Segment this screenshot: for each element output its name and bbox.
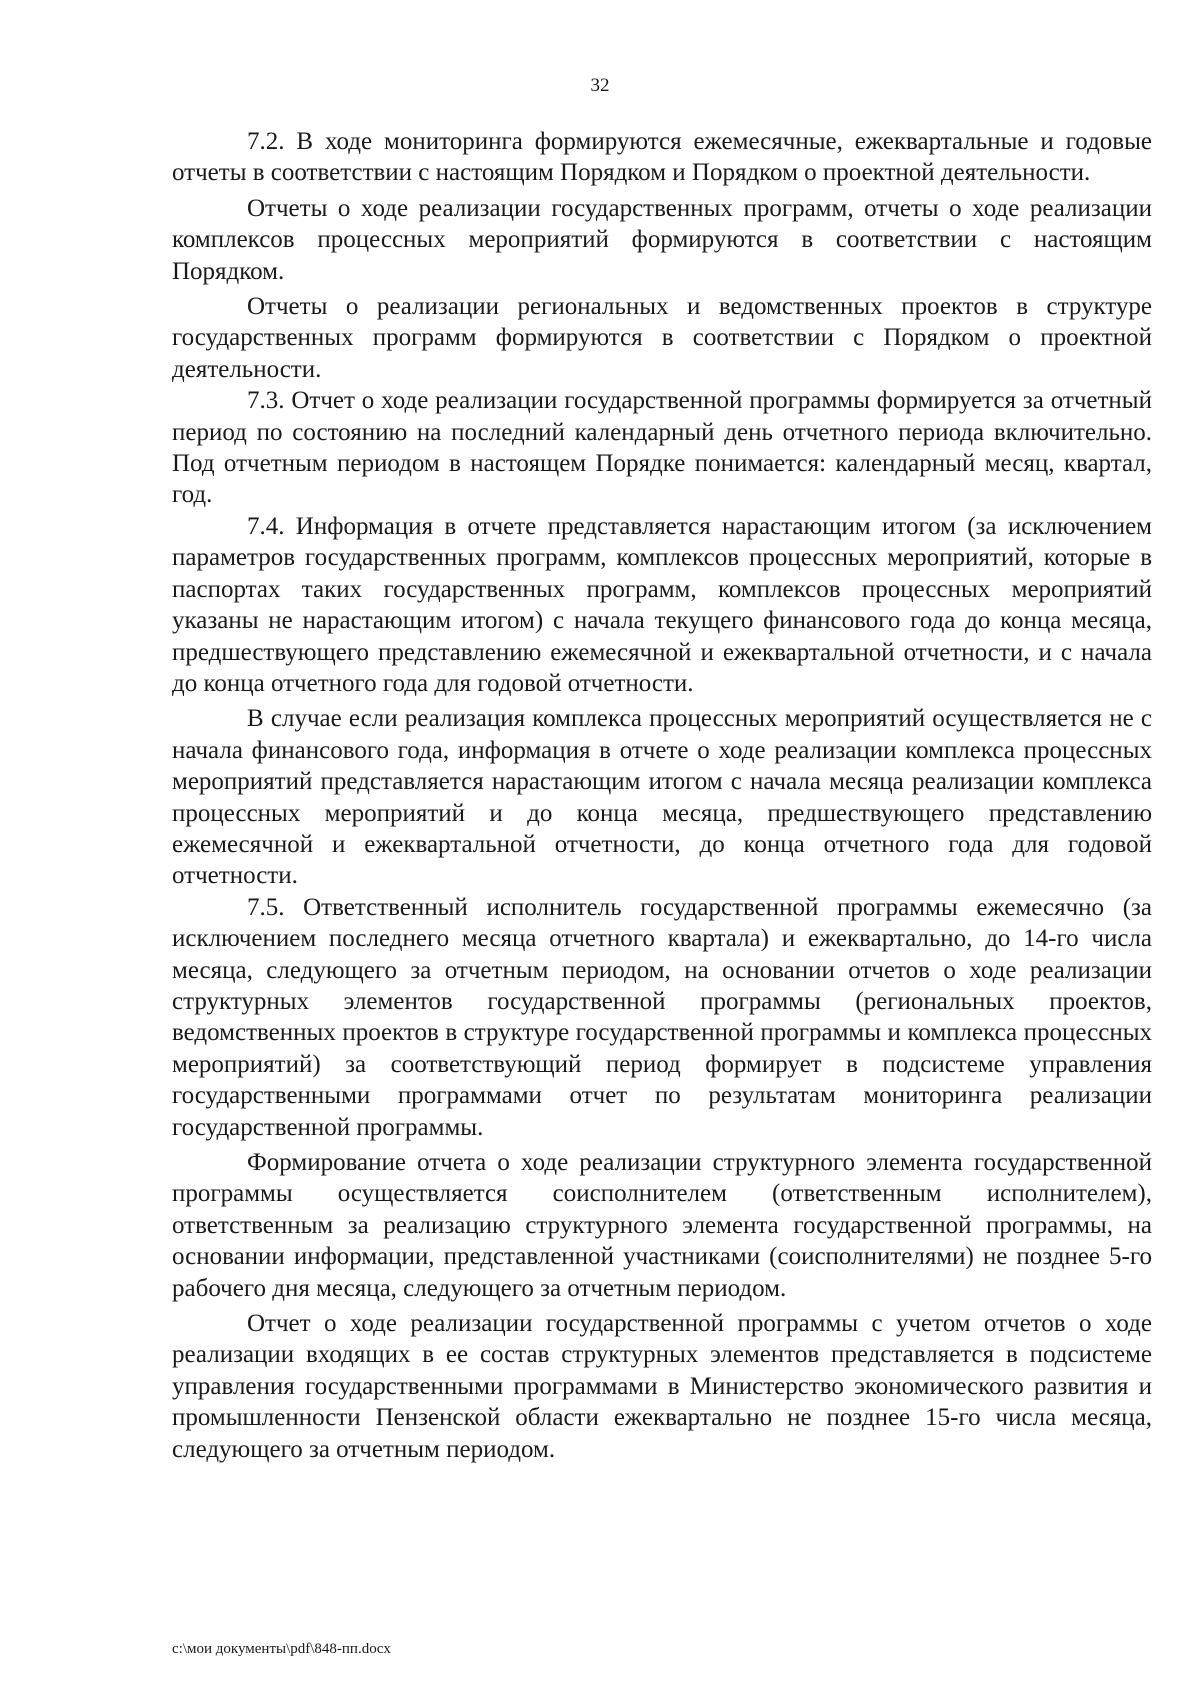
paragraph-complex-measures: В случае если реализация комплекса процессных мероприятий осуществляется не с начала финансового года, информация в отчете о ходе реализации комплекса процессных мероприятий представляется нарастающим итогом с начала месяца реализации комплекса процессных мероприятий и до конца месяца, предшествующего представлению ежемесячной и ежеквартальной отчетности, до конца отчетного года для годовой отчетности.: [172, 705, 1152, 890]
file-path-footer: с:\мои документы\pdf\848-пп.docx: [172, 1641, 391, 1657]
paragraph-ministry-submission: Отчет о ходе реализации государственной программы с учетом отчетов о ходе реализации входящих в ее состав структурных элементов представляется в подсистеме управления государственными программами в Министерство экономического развития и промышленности Пензенской области ежеквартально не позднее 15-го числа месяца, следующего за отчетным периодом.: [172, 1310, 1152, 1463]
paragraph-reports-projects: Отчеты о реализации региональных и ведомственных проектов в структуре государственных программ формируются в соответствии с Порядком о проектной деятельности.: [172, 293, 1152, 383]
paragraph-structural-element-report: Формирование отчета о ходе реализации структурного элемента государственной программы осуществляется соисполнителем (ответственным исполнителем), ответственным за реализацию структурного элемента государственной программы, на основании информации, представленной участниками (соисполнителями) не позднее 5-го рабочего дня месяца, следующего за отчетным периодом.: [172, 1149, 1152, 1302]
paragraph-7-2: 7.2. В ходе мониторинга формируются ежемесячные, ежеквартальные и годовые отчеты в соответствии с настоящим Порядком и Порядком о проектной деятельности.: [172, 128, 1152, 187]
paragraph-7-3: 7.3. Отчет о ходе реализации государственной программы формируется за отчетный период по состоянию на последний календарный день отчетного периода включительно. Под отчетным периодом в настоящем Порядке понимается: календарный месяц, квартал, год.: [172, 387, 1152, 509]
document-body: [172, 122, 1152, 1465]
paragraph-reports-programs: Отчеты о ходе реализации государственных программ, отчеты о ходе реализации комплексов процессных мероприятий формируются в соответствии с настоящим Порядком.: [172, 194, 1152, 285]
paragraph-7-4: 7.4. Информация в отчете представляется нарастающим итогом (за исключением параметров государственных программ, комплексов процессных мероприятий, которые в паспортах таких государственных программ, комплексов процессных мероприятий указаны не нарастающим итогом) с начала текущего финансового года до конца месяца, предшествующего представлению ежемесячной и ежеквартальной отчетности, и с начала до конца отчетного года для годовой отчетности.: [172, 512, 1152, 697]
paragraph-7-5: 7.5. Ответственный исполнитель государственной программы ежемесячно (за исключением последнего месяца отчетного квартала) и ежеквартально, до 14-го числа месяца, следующего за отчетным периодом, на основании отчетов о ходе реализации структурных элементов государственной программы (региональных проектов, ведомственных проектов в структуре государственной программы и комплекса процессных мероприятий) за соответствующий период формирует в подсистеме управления государственными программами отчет по результатам мониторинга реализации государственной программы.: [172, 893, 1152, 1141]
page-number: 32: [590, 75, 610, 96]
